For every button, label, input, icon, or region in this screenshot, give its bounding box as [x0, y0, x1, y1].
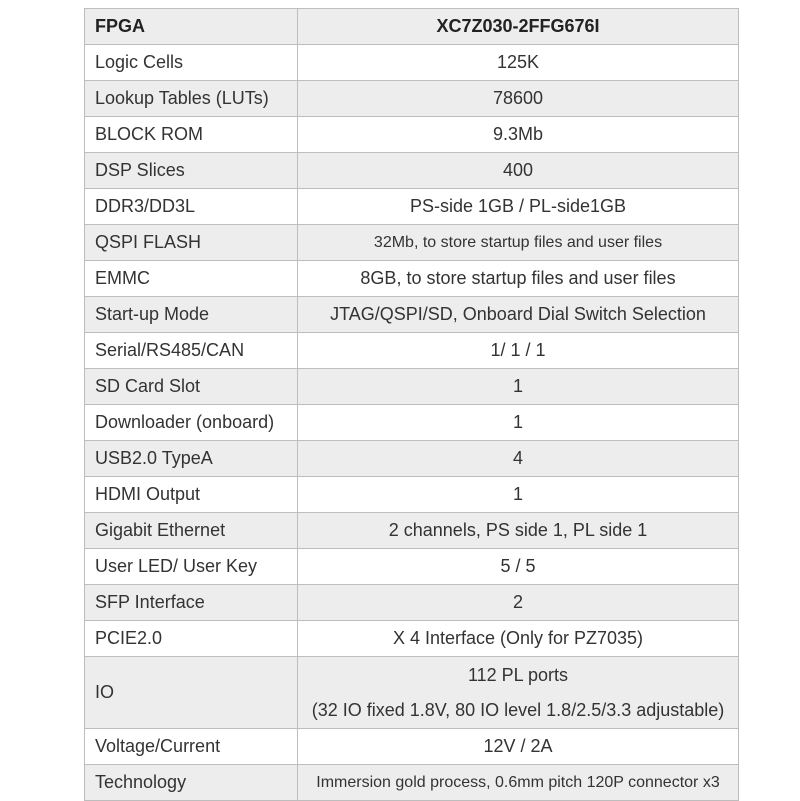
row-value: 1 — [298, 369, 739, 405]
row-label: Serial/RS485/CAN — [85, 333, 298, 369]
row-value: 400 — [298, 153, 739, 189]
spec-table — [84, 8, 739, 801]
row-value: Immersion gold process, 0.6mm pitch 120P connector x3 — [298, 765, 739, 801]
row-value: 78600 — [298, 81, 739, 117]
table-row — [85, 117, 739, 153]
row-value: 32Mb, to store startup files and user files — [298, 225, 739, 261]
table-row — [85, 369, 739, 405]
table-row — [85, 441, 739, 477]
table-row — [85, 549, 739, 585]
row-label: Logic Cells — [85, 45, 298, 81]
row-value: 9.3Mb — [298, 117, 739, 153]
table-row — [85, 729, 739, 765]
row-value: 2 — [298, 585, 739, 621]
table-row — [85, 189, 739, 225]
table-row — [85, 405, 739, 441]
row-value: 1 — [298, 405, 739, 441]
table-row — [85, 81, 739, 117]
row-value: 1/ 1 / 1 — [298, 333, 739, 369]
table-row — [85, 333, 739, 369]
row-value: PS-side 1GB / PL-side1GB — [298, 189, 739, 225]
row-label: EMMC — [85, 261, 298, 297]
row-label: IO — [85, 657, 298, 729]
row-value: 4 — [298, 441, 739, 477]
row-label: SD Card Slot — [85, 369, 298, 405]
header-value: XC7Z030-2FFG676I — [298, 9, 739, 45]
row-label: Downloader (onboard) — [85, 405, 298, 441]
table-row — [85, 225, 739, 261]
row-label: Start-up Mode — [85, 297, 298, 333]
row-value: 8GB, to store startup files and user files — [298, 261, 739, 297]
row-value: 1 — [298, 477, 739, 513]
row-label: DSP Slices — [85, 153, 298, 189]
table-row — [85, 45, 739, 81]
header-label: FPGA — [85, 9, 298, 45]
row-value: JTAG/QSPI/SD, Onboard Dial Switch Selection — [298, 297, 739, 333]
row-label: SFP Interface — [85, 585, 298, 621]
row-value: X 4 Interface (Only for PZ7035) — [298, 621, 739, 657]
table-row — [85, 657, 739, 729]
row-value — [298, 657, 739, 729]
row-label: User LED/ User Key — [85, 549, 298, 585]
row-label: HDMI Output — [85, 477, 298, 513]
row-label: QSPI FLASH — [85, 225, 298, 261]
table-row — [85, 513, 739, 549]
table-row — [85, 621, 739, 657]
row-label: DDR3/DD3L — [85, 189, 298, 225]
table-row — [85, 297, 739, 333]
row-label: PCIE2.0 — [85, 621, 298, 657]
row-label: Voltage/Current — [85, 729, 298, 765]
io-value-line-2: (32 IO fixed 1.8V, 80 IO level 1.8/2.5/3.3 adjustable) — [311, 699, 725, 720]
table-row — [85, 261, 739, 297]
table-row — [85, 765, 739, 801]
row-label: Gigabit Ethernet — [85, 513, 298, 549]
row-value: 125K — [298, 45, 739, 81]
row-label: USB2.0 TypeA — [85, 441, 298, 477]
table-row — [85, 477, 739, 513]
row-label: Lookup Tables (LUTs) — [85, 81, 298, 117]
row-value: 5 / 5 — [298, 549, 739, 585]
table-row — [85, 153, 739, 189]
row-label: BLOCK ROM — [85, 117, 298, 153]
row-value: 2 channels, PS side 1, PL side 1 — [298, 513, 739, 549]
io-value-line-1: 112 PL ports — [467, 664, 569, 685]
row-value: 12V / 2A — [298, 729, 739, 765]
row-label: Technology — [85, 765, 298, 801]
table-header-row — [85, 9, 739, 45]
table-row — [85, 585, 739, 621]
